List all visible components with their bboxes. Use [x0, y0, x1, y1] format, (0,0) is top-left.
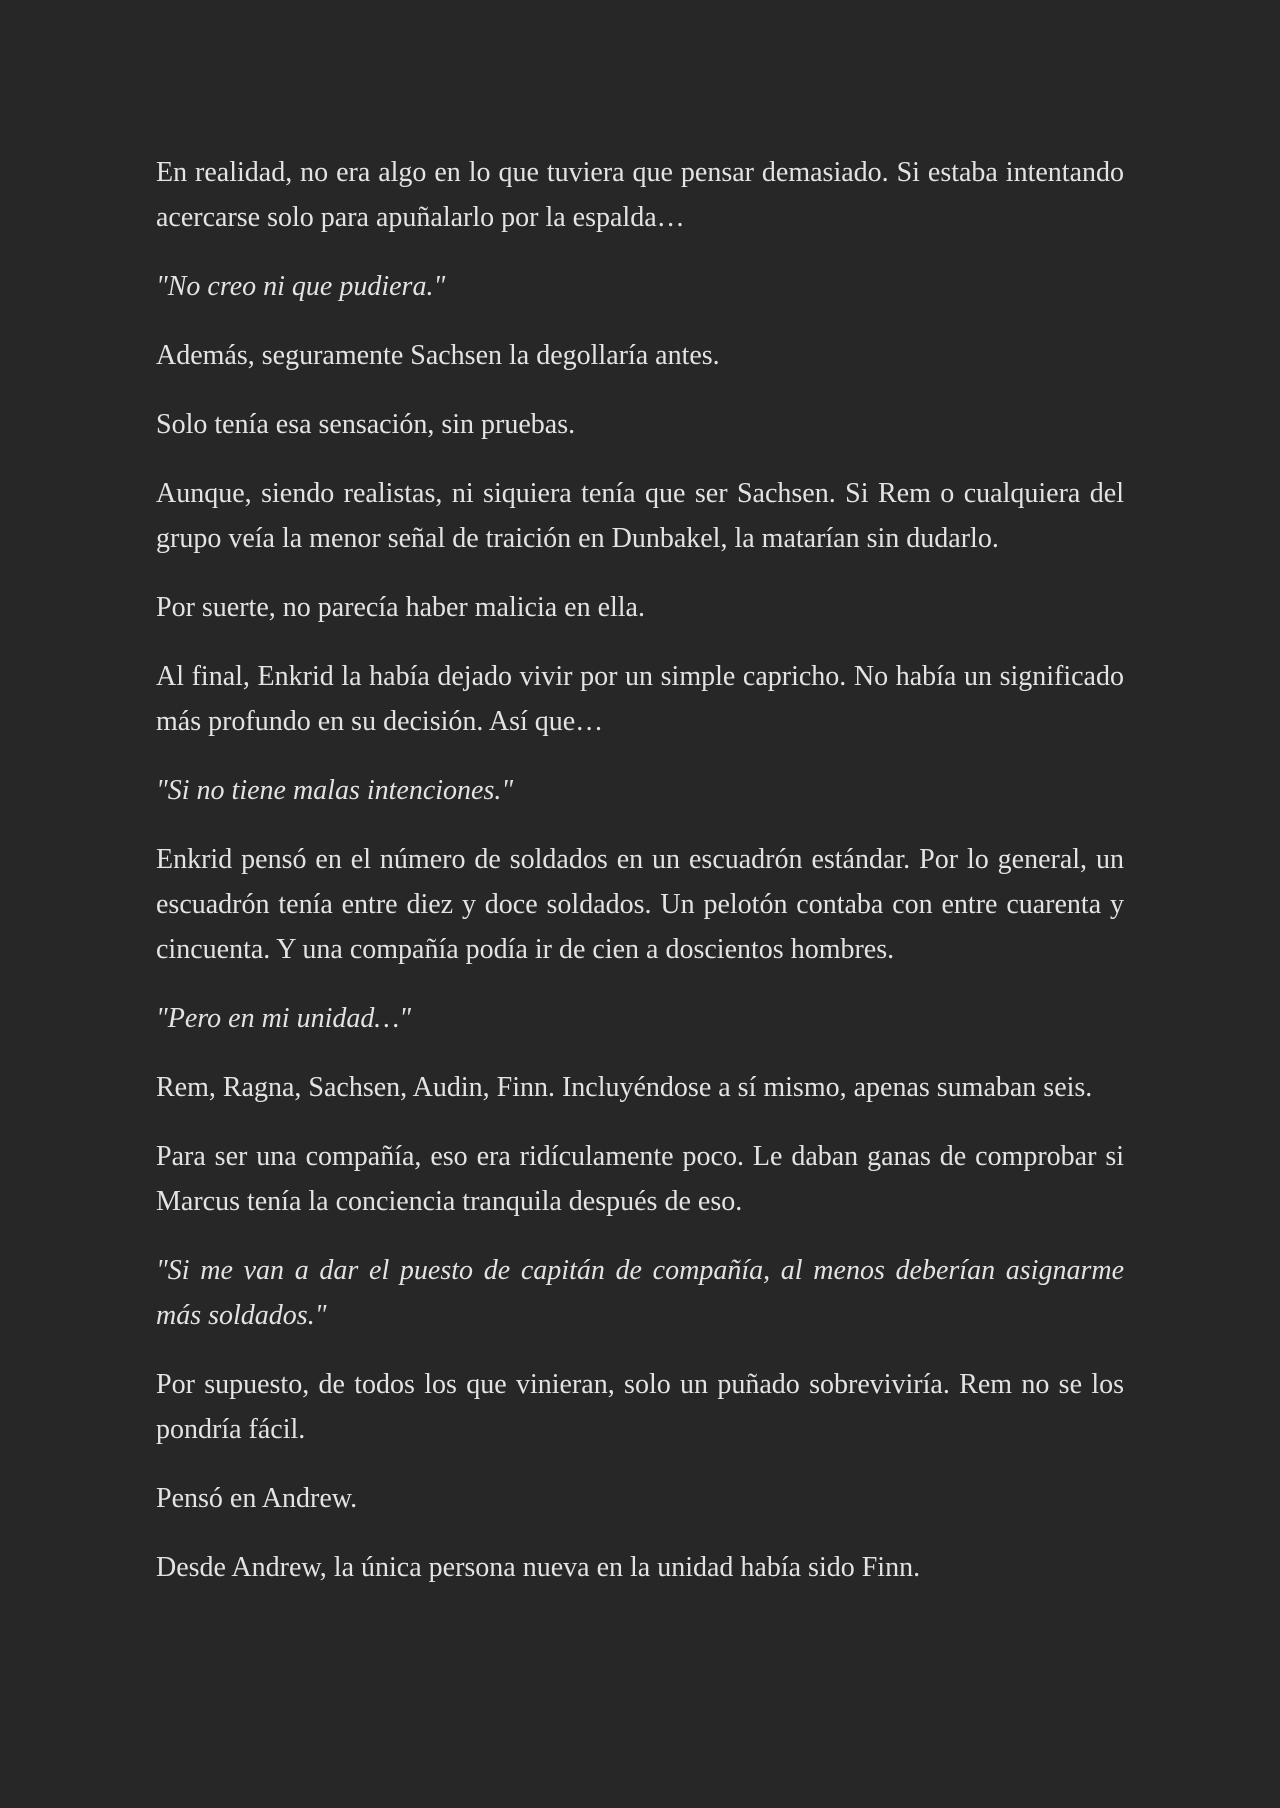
inner-monologue-paragraph: "Si no tiene malas intenciones." — [156, 775, 514, 806]
narration-paragraph: Desde Andrew, la única persona nueva en la unidad había sido Finn. — [156, 1552, 921, 1583]
narration-paragraph: Rem, Ragna, Sachsen, Audin, Finn. Incluyéndose a sí mismo, apenas sumaban seis. — [156, 1072, 1093, 1103]
narration-paragraph: Pensó en Andrew. — [156, 1483, 358, 1514]
narration-paragraph: En realidad, no era algo en lo que tuviera que pensar demasiado. Si estaba intentando acercarse solo para apuñalarlo por la espalda… — [156, 157, 1124, 233]
inner-monologue-paragraph: "Pero en mi unidad…" — [156, 1003, 412, 1034]
narration-paragraph: Por suerte, no parecía haber malicia en ella. — [156, 592, 645, 623]
narration-paragraph: Al final, Enkrid la había dejado vivir por un simple capricho. No había un significado más profundo en su decisión. Así que… — [156, 661, 1124, 737]
narration-paragraph: Además, seguramente Sachsen la degollaría antes. — [156, 340, 720, 371]
inner-monologue-paragraph: "No creo ni que pudiera." — [156, 271, 446, 302]
chapter-text-block — [156, 150, 1124, 1590]
narration-paragraph: Por supuesto, de todos los que vinieran, solo un puñado sobreviviría. Rem no se los pondría fácil. — [156, 1369, 1124, 1445]
narration-paragraph: Enkrid pensó en el número de soldados en un escuadrón estándar. Por lo general, un escuadrón tenía entre diez y doce soldados. Un pelotón contaba con entre cuarenta y cincuenta. Y una compañía podía ir de cien a doscientos hombres. — [156, 844, 1124, 965]
narration-paragraph: Solo tenía esa sensación, sin pruebas. — [156, 409, 576, 440]
inner-monologue-paragraph: "Si me van a dar el puesto de capitán de compañía, al menos deberían asignarme más soldados." — [156, 1255, 1124, 1331]
narration-paragraph: Para ser una compañía, eso era ridículamente poco. Le daban ganas de comprobar si Marcus tenía la conciencia tranquila después de eso. — [156, 1141, 1124, 1217]
narration-paragraph: Aunque, siendo realistas, ni siquiera tenía que ser Sachsen. Si Rem o cualquiera del grupo veía la menor señal de traición en Dunbakel, la matarían sin dudarlo. — [156, 478, 1124, 554]
